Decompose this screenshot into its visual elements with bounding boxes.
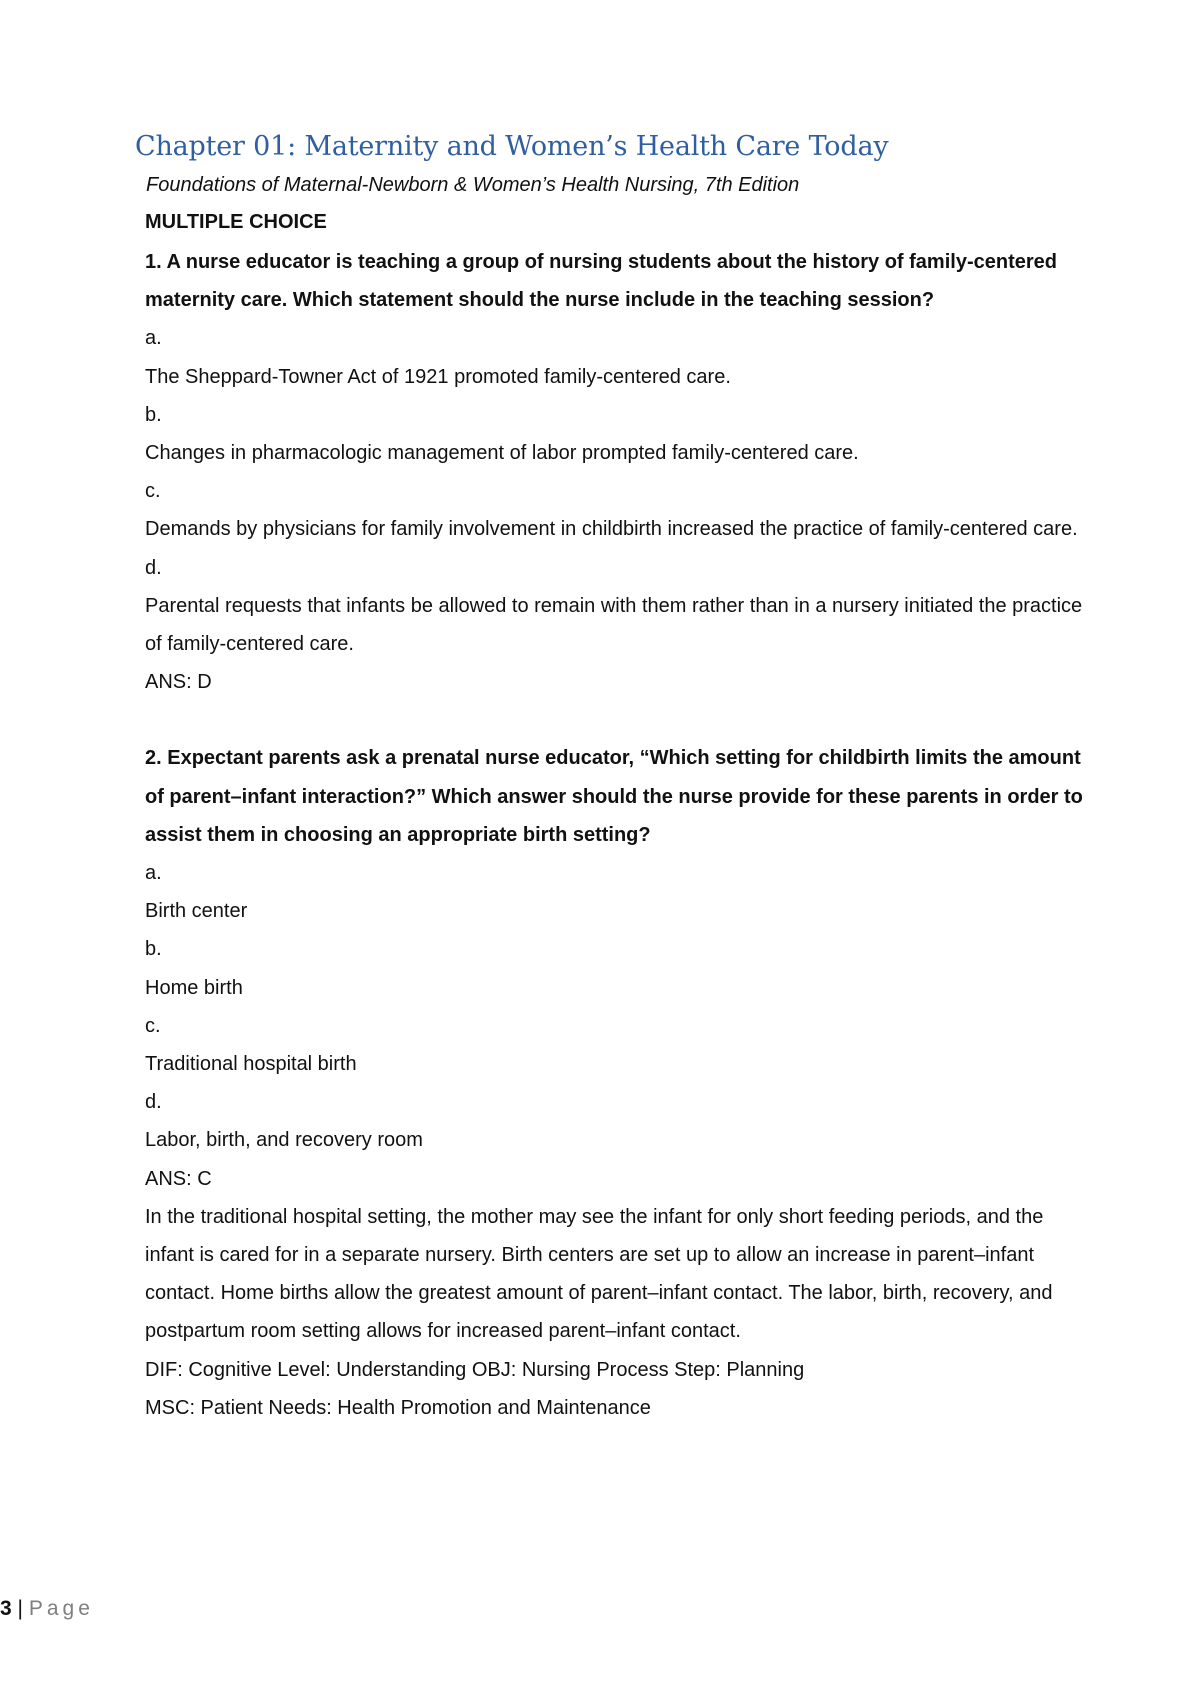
option-letter: b. [145,938,162,961]
option-letter: a. [145,862,162,885]
section-heading: MULTIPLE CHOICE [145,211,327,233]
option-text: Traditional hospital birth [145,1053,357,1076]
answer-key: ANS: D [145,671,212,694]
client-needs: MSC: Patient Needs: Health Promotion and Maintenance [145,1396,651,1419]
option-letter: d. [145,556,162,579]
option-letter: c. [145,480,161,503]
option-letter: b. [145,403,162,426]
chapter-title: Chapter 01: Maternity and Women’s Health Care Today [135,131,889,162]
option-text: Home birth [145,976,243,999]
page-number: 3 [0,1597,12,1620]
option-text: Demands by physicians for family involvement in childbirth increased the practice of family-centered care. [145,518,1078,541]
page-label: Page [28,1597,94,1620]
option-letter: d. [145,1091,162,1114]
difficulty-objective: DIF: Cognitive Level: Understanding OBJ: Nursing Process Step: Planning [145,1358,805,1381]
question-spacer [145,701,1085,739]
question-2 [145,739,1085,1427]
option-text: The Sheppard-Towner Act of 1921 promoted family-centered care. [145,365,731,388]
question-1 [145,243,1085,701]
answer-rationale: In the traditional hospital setting, the mother may see the infant for only short feeding periods, and the infant is cared for in a separate nursery. Birth centers are set up to allow an increase in parent–infant contact. Home births allow the greatest amount of parent–infant contact. The labor, birth, recovery, and postpartum room setting allows for increased parent–infant contact. [145,1205,1053,1343]
answer-key: ANS: C [145,1167,212,1190]
footer-separator: | [17,1597,23,1620]
question-stem: 2. Expectant parents ask a prenatal nurse educator, “Which setting for childbirth limits the amount of parent–infant interaction?” Which answer should the nurse provide for these parents in order to assist them in choosing an appropriate birth setting? [145,747,1083,846]
option-text: Changes in pharmacologic management of labor prompted family-centered care. [145,442,859,465]
question-list [145,243,1085,1427]
option-text: Parental requests that infants be allowed to remain with them rather than in a nursery initiated the practice of family-centered care. [145,594,1083,656]
question-stem: 1. A nurse educator is teaching a group of nursing students about the history of family-centered maternity care. Which statement should the nurse include in the teaching session? [145,251,1057,312]
option-text: Birth center [145,900,248,923]
option-letter: c. [145,1014,161,1037]
option-letter: a. [145,327,162,350]
book-subtitle: Foundations of Maternal-Newborn & Women’s Health Nursing, 7th Edition [146,174,800,196]
option-text: Labor, birth, and recovery room [145,1129,423,1152]
page-footer [0,1597,94,1621]
